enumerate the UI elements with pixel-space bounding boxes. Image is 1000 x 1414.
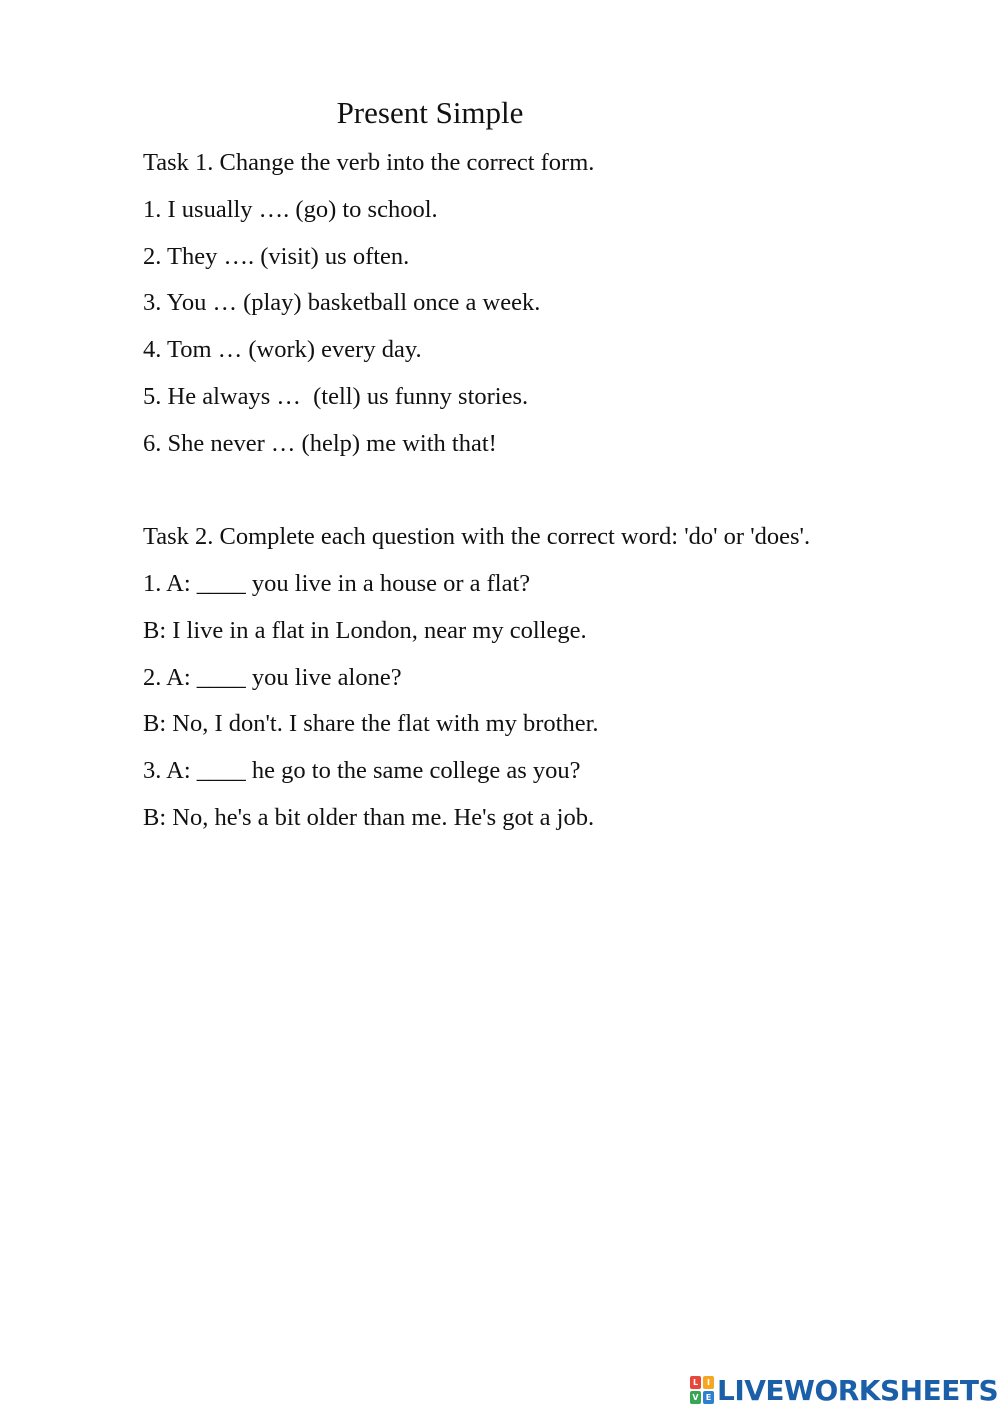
task1-item: 6. She never … (help) me with that! xyxy=(143,430,497,457)
logo-mark-tile: E xyxy=(703,1391,714,1404)
logo-mark-tile: I xyxy=(703,1376,714,1389)
task1-heading: Task 1. Change the verb into the correct form. xyxy=(143,149,595,176)
task2-answer: B: No, I don't. I share the flat with my brother. xyxy=(143,710,599,737)
page-title: Present Simple xyxy=(336,95,524,130)
liveworksheets-wordmark: LIVEWORKSHEETS xyxy=(717,1373,999,1407)
task1-item: 1. I usually …. (go) to school. xyxy=(143,196,438,223)
task1-item: 4. Tom … (work) every day. xyxy=(143,336,422,363)
task2-answer: B: I live in a flat in London, near my college. xyxy=(143,617,587,644)
task2-question: 3. A: ____ he go to the same college as you? xyxy=(143,757,581,784)
task2-question: 1. A: ____ you live in a house or a flat? xyxy=(143,570,531,597)
liveworksheets-mark-icon xyxy=(690,1376,714,1404)
task1-item: 2. They …. (visit) us often. xyxy=(143,243,410,270)
logo-mark-tile: L xyxy=(690,1376,701,1389)
logo-mark-tile: V xyxy=(690,1391,701,1404)
task2-heading: Task 2. Complete each question with the correct word: 'do' or 'does'. xyxy=(143,523,811,550)
liveworksheets-logo xyxy=(690,1374,998,1406)
task2-question: 2. A: ____ you live alone? xyxy=(143,664,402,691)
task2-answer: B: No, he's a bit older than me. He's got a job. xyxy=(143,804,595,831)
task1-item: 3. You … (play) basketball once a week. xyxy=(143,289,541,316)
task1-item: 5. He always … (tell) us funny stories. xyxy=(143,383,529,410)
